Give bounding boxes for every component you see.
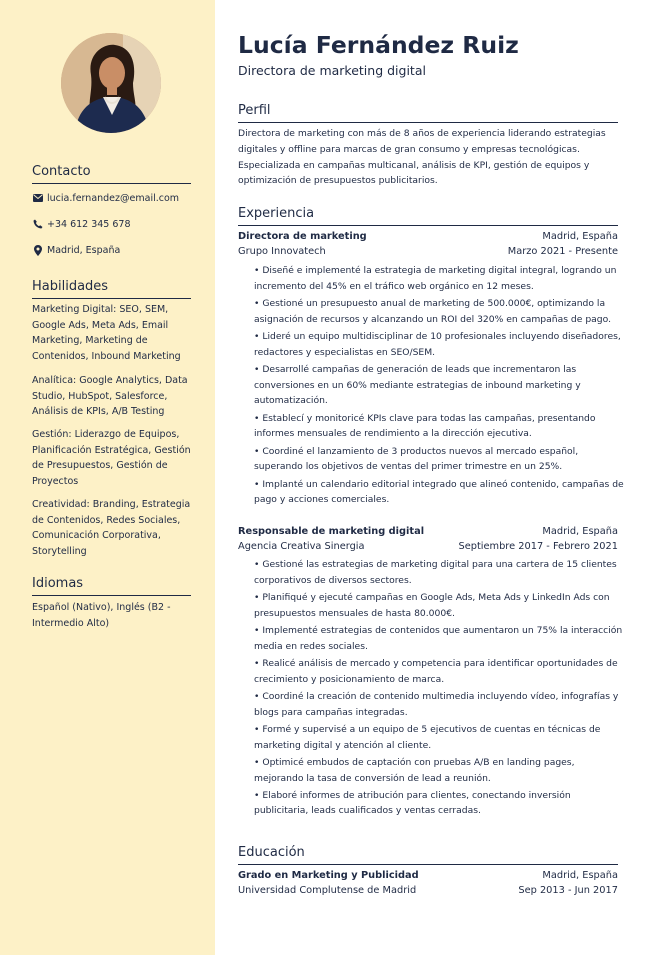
list-item: • Realicé análisis de mercado y competencia para identificar oportunidades de crecimiento y posicionamiento de marca. — [254, 656, 626, 687]
list-item: • Formé y supervisé a un equipo de 5 ejecutivos de cuentas en técnicas de marketing digital y atención al cliente. — [254, 722, 626, 753]
job-subheader — [238, 245, 618, 259]
job-dates: Septiembre 2017 - Febrero 2021 — [458, 541, 618, 552]
job-title: Responsable de marketing digital — [238, 526, 425, 537]
job-company: Grupo Innovatech — [238, 246, 326, 257]
summary-heading: Perfil — [238, 103, 618, 123]
skills-heading: Habilidades — [32, 279, 191, 299]
summary-text: Directora de marketing con más de 8 años de experiencia liderando estrategias digitales y offline para marcas de gran consumo y empresas tecnológicas. Especializada en campañas multicanal, análisis de KPI, gestión de equipos y optimización de presupuestos publicitarios. — [238, 128, 606, 187]
list-item: • Elaboré informes de atribución para clientes, conectando inversión publicitaria, leads cualificados y ventas cerradas. — [254, 788, 626, 819]
job-location: Madrid, España — [542, 231, 618, 242]
list-item: • Optimicé embudos de captación con pruebas A/B en landing pages, mejorando la tasa de conversión de lead a reunión. — [254, 755, 626, 786]
contact-heading: Contacto — [32, 164, 191, 184]
experience-heading: Experiencia — [238, 206, 618, 226]
list-item: • Desarrollé campañas de generación de leads que incrementaron las conversiones en un 60% mediante estrategias de inbound marketing y automatización. — [254, 362, 626, 409]
job-title: Directora de marketing — [238, 231, 367, 242]
location-pin-icon — [32, 245, 43, 256]
list-item: • Coordiné el lanzamiento de 3 productos nuevos al mercado español, superando los objetivos de ventas del primer trimestre en un 25%. — [254, 444, 626, 475]
list-item: • Gestioné las estrategias de marketing digital para una cartera de 15 clientes corporativos de diversos sectores. — [254, 557, 626, 588]
location-text: Madrid, España — [47, 244, 121, 256]
job-header — [238, 525, 618, 539]
list-item: • Gestioné un presupuesto anual de marketing de 500.000€, optimizando la asignación de recursos y alcanzando un ROI del 320% en campañas de pago. — [254, 296, 626, 327]
phone-text: +34 612 345 678 — [47, 218, 131, 230]
education-dates: Sep 2013 - Jun 2017 — [518, 885, 618, 896]
languages-text: Español (Nativo), Inglés (B2 - Intermedio Alto) — [32, 602, 171, 629]
education-heading: Educación — [238, 845, 618, 865]
contact-location — [32, 243, 192, 257]
education-header — [238, 869, 618, 883]
list-item: • Lideré un equipo multidisciplinar de 10 profesionales incluyendo diseñadores, redactores y especialistas en SEO/SEM. — [254, 329, 626, 360]
job-subheader — [238, 540, 618, 554]
skill-group: Gestión: Liderazgo de Equipos, Planificación Estratégica, Gestión de Presupuestos, Gestión de Proyectos — [32, 429, 191, 487]
avatar — [61, 33, 161, 133]
languages-heading: Idiomas — [32, 576, 191, 596]
list-item: • Coordiné la creación de contenido multimedia incluyendo vídeo, infografías y blogs para campañas integradas. — [254, 689, 626, 720]
mail-icon — [32, 193, 43, 204]
job-company: Agencia Creativa Sinergia — [238, 541, 365, 552]
candidate-name: Lucía Fernández Ruiz — [238, 31, 519, 59]
degree-title: Grado en Marketing y Publicidad — [238, 870, 419, 881]
list-item: • Diseñé e implementé la estrategia de marketing digital integral, logrando un incremento del 45% en el tráfico web orgánico en 12 meses. — [254, 263, 626, 294]
contact-phone[interactable] — [32, 217, 192, 231]
school-name: Universidad Complutense de Madrid — [238, 885, 417, 896]
education-subheader — [238, 884, 618, 898]
list-item: • Implementé estrategias de contenidos que aumentaron un 75% la interacción media en redes sociales. — [254, 623, 626, 654]
job-header — [238, 230, 618, 244]
education-location: Madrid, España — [542, 870, 618, 881]
phone-icon — [32, 219, 43, 230]
job-bullets — [254, 557, 626, 821]
job-location: Madrid, España — [542, 526, 618, 537]
list-item: • Implanté un calendario editorial integrado que alineó contenido, campañas de pago y acciones comerciales. — [254, 477, 626, 508]
skill-group: Analítica: Google Analytics, Data Studio, HubSpot, Salesforce, Análisis de KPIs, A/B Testing — [32, 375, 188, 417]
sidebar — [0, 0, 215, 955]
email-text: lucia.fernandez@email.com — [47, 192, 180, 204]
contact-email[interactable] — [32, 191, 192, 205]
job-bullets — [254, 263, 626, 509]
list-item: • Planifiqué y ejecuté campañas en Google Ads, Meta Ads y LinkedIn Ads con presupuestos mensuales de hasta 80.000€. — [254, 590, 626, 621]
candidate-role: Directora de marketing digital — [238, 63, 426, 78]
skill-group: Marketing Digital: SEO, SEM, Google Ads, Meta Ads, Email Marketing, Marketing de Contenidos, Inbound Marketing — [32, 304, 181, 362]
list-item: • Establecí y monitoricé KPIs clave para todas las campañas, presentando informes mensuales de rendimiento a la dirección ejecutiva. — [254, 411, 626, 442]
skill-group: Creatividad: Branding, Estrategia de Contenidos, Redes Sociales, Comunicación Corporativa, Storytelling — [32, 499, 191, 557]
job-dates: Marzo 2021 - Presente — [507, 246, 618, 257]
